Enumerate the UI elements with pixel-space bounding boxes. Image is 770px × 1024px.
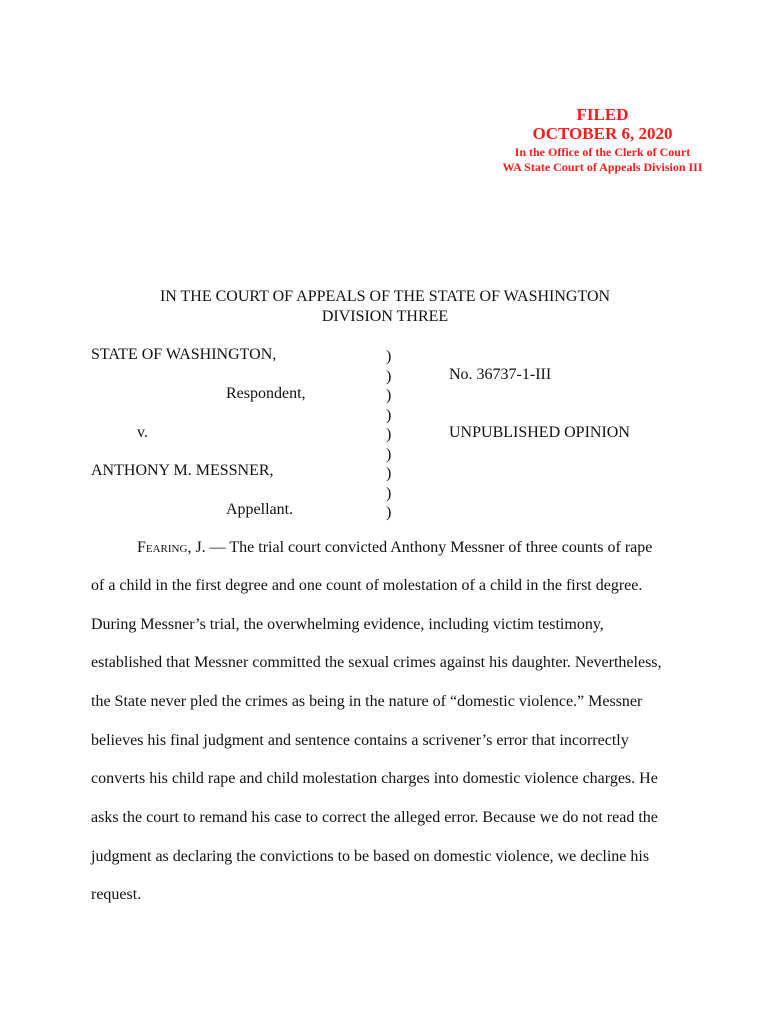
opinion-type: UNPUBLISHED OPINION xyxy=(449,424,630,441)
opinion-line: believes his final judgment and sentence contains a scrivener’s error that incorrectly xyxy=(91,732,629,749)
caption-versus: v. xyxy=(137,424,148,441)
filed-stamp-court: WA State Court of Appeals Division III xyxy=(502,160,703,174)
filed-stamp-office: In the Office of the Clerk of Court xyxy=(514,145,691,159)
opinion-line: asks the court to remand his case to correct the alleged error. Because we do not read the xyxy=(91,809,658,826)
caption-paren: ) xyxy=(386,426,392,443)
case-number: No. 36737-1-III xyxy=(449,366,552,383)
caption-defendant-role: Appellant. xyxy=(226,501,294,518)
opinion-line: During Messner’s trial, the overwhelming evidence, including victim testimony, xyxy=(91,616,604,633)
caption-paren: ) xyxy=(386,504,392,521)
opinion-line: judgment as declaring the convictions to be based on domestic violence, we decline his xyxy=(91,848,650,865)
caption-divider xyxy=(386,347,396,523)
caption-paren: ) xyxy=(386,465,392,482)
opinion-line: converts his child rape and child molestation charges into domestic violence charges. He xyxy=(91,770,658,787)
filed-stamp-label: FILED xyxy=(576,105,629,124)
court-heading xyxy=(0,287,770,327)
opinion-line: established that Messner committed the sexual crimes against his daughter. Nevertheless, xyxy=(91,654,662,671)
caption-paren: ) xyxy=(386,348,392,365)
opinion-line-text: , J. — The trial court convicted Anthony Messner of three counts of rape xyxy=(187,539,653,556)
court-name: IN THE COURT OF APPEALS OF THE STATE OF WASHINGTON xyxy=(159,288,611,305)
opinion-line: the State never pled the crimes as being in the nature of “domestic violence.” Messner xyxy=(91,693,643,710)
judge-name: Fearing xyxy=(137,539,188,556)
opinion-line: request. xyxy=(91,886,142,903)
court-division: DIVISION THREE xyxy=(321,308,449,325)
caption-paren: ) xyxy=(386,406,392,424)
opinion-line: of a child in the first degree and one count of molestation of a child in the first degree. xyxy=(91,577,643,594)
caption-paren: ) xyxy=(386,484,392,502)
caption-defendant: ANTHONY M. MESSNER, xyxy=(91,462,274,479)
caption-paren: ) xyxy=(386,367,392,385)
opinion-line xyxy=(137,539,652,557)
caption-plaintiff: STATE OF WASHINGTON, xyxy=(91,346,277,363)
caption-plaintiff-role: Respondent, xyxy=(226,385,306,402)
caption-paren: ) xyxy=(386,445,392,463)
caption-paren: ) xyxy=(386,387,392,404)
filed-stamp-date: OCTOBER 6, 2020 xyxy=(532,124,673,143)
